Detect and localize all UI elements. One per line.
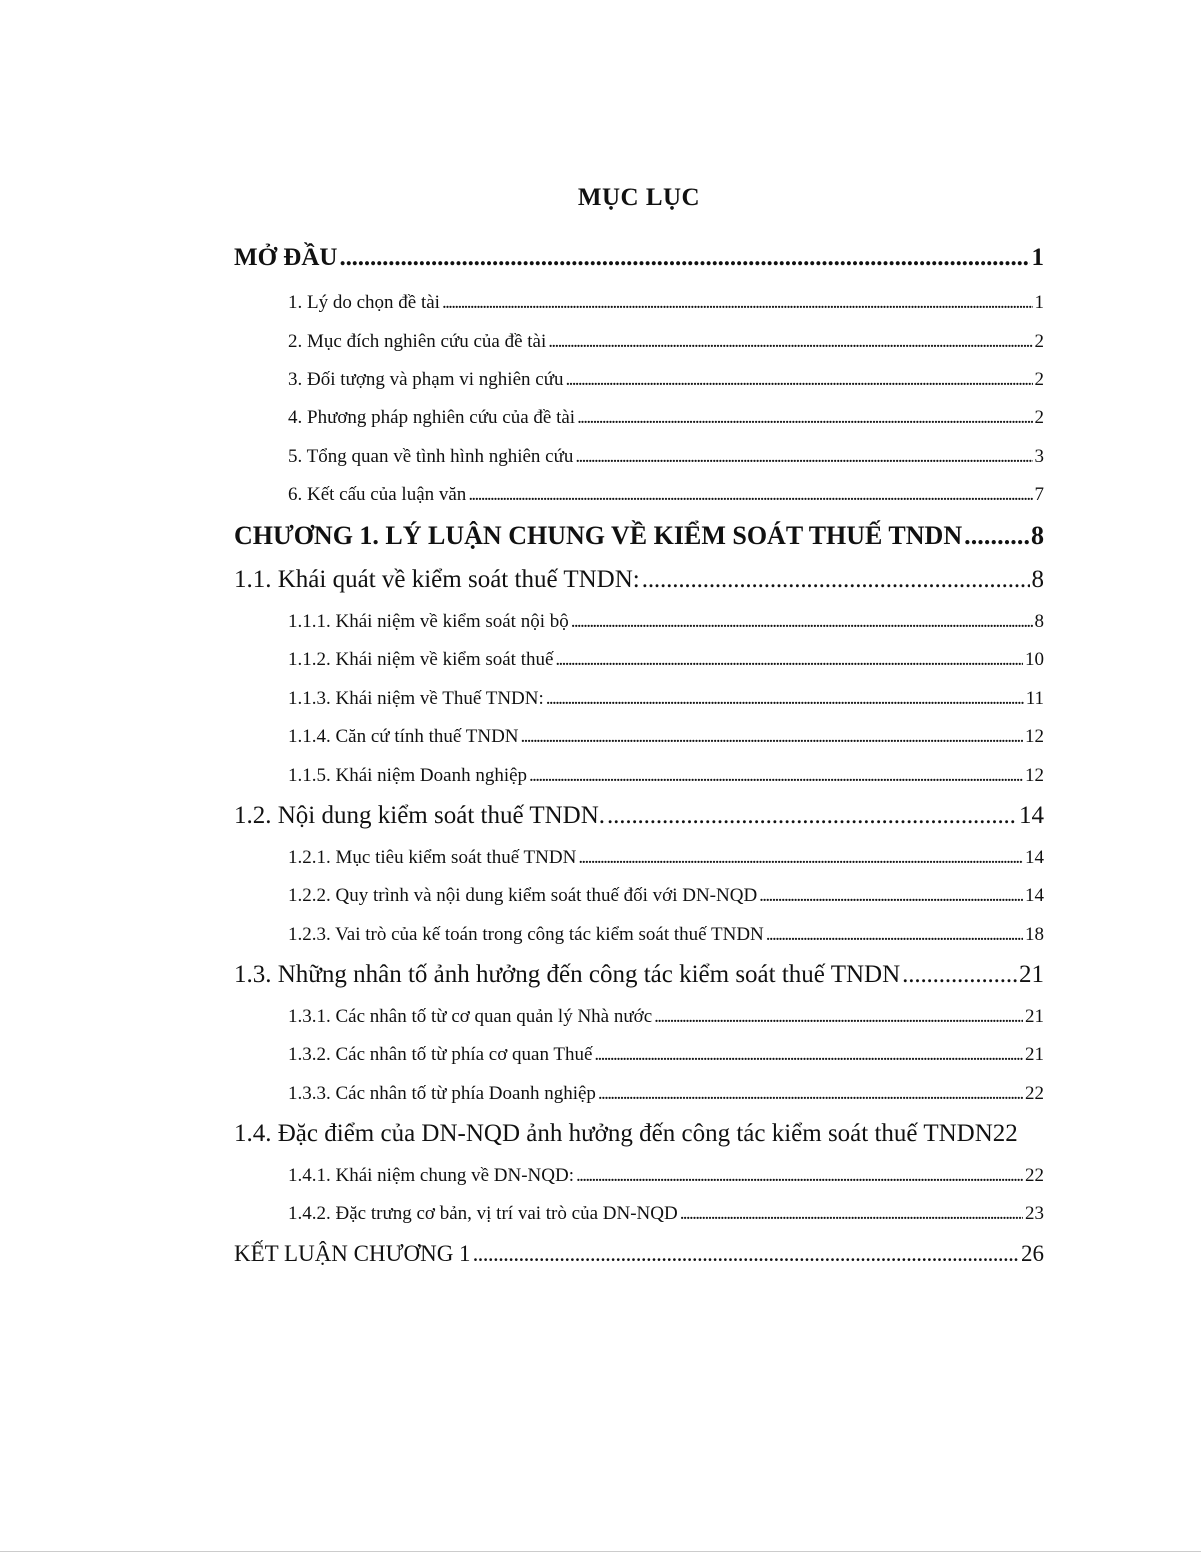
leader-dots (964, 521, 1029, 551)
toc-entry[interactable] (288, 726, 1044, 748)
toc-entry-page: 12 (1025, 765, 1044, 786)
toc-entry-label: 6. Kết cấu của luận văn (288, 484, 467, 505)
toc-entry[interactable] (288, 847, 1044, 869)
toc-entry-page: 2 (1034, 331, 1044, 352)
toc-entry-page: 3 (1034, 446, 1044, 467)
leader-dots (759, 885, 1023, 907)
leader-dots (473, 1241, 1019, 1267)
toc-entry-label: 1.1.4. Căn cứ tính thuế TNDN (288, 726, 519, 747)
toc-entry-page: 14 (1025, 847, 1044, 868)
toc-entry-page: 18 (1025, 924, 1044, 945)
toc-entry-page: 22 (1025, 1165, 1044, 1186)
leader-dots (598, 1083, 1023, 1105)
toc-entry[interactable] (288, 1006, 1044, 1028)
toc-entry-page: 21 (1025, 1006, 1044, 1027)
toc-entry-label: 2. Mục đích nghiên cứu của đề tài (288, 331, 547, 352)
toc-entry[interactable] (288, 331, 1044, 353)
toc-entry[interactable] (288, 1083, 1044, 1105)
leader-dots (548, 331, 1032, 353)
toc-entry[interactable] (288, 484, 1044, 506)
leader-dots (566, 369, 1033, 391)
leader-dots (594, 1044, 1023, 1066)
toc-entry-label: 1.1.2. Khái niệm về kiểm soát thuế (288, 649, 554, 670)
toc-entry-section[interactable] (234, 961, 1044, 989)
toc-entry[interactable] (288, 1165, 1044, 1187)
toc-entry-page: 10 (1025, 649, 1044, 670)
toc-entry-label: 1.4.1. Khái niệm chung về DN-NQD: (288, 1165, 575, 1186)
leader-dots (607, 802, 1017, 830)
toc-entry-label: 1.1.5. Khái niệm Doanh nghiệp (288, 765, 528, 786)
toc-entry[interactable] (288, 765, 1044, 787)
toc-entry-label: 1.2.2. Quy trình và nội dung kiểm soát thuế đối với DN-NQD (288, 885, 758, 906)
toc-entry-mo-dau[interactable] (234, 244, 1044, 272)
page-bottom-edge (0, 1551, 1201, 1552)
leader-dots (442, 292, 1033, 314)
leader-dots (529, 765, 1023, 787)
leader-dots (575, 446, 1032, 468)
toc-entry-page: 22 (1025, 1083, 1044, 1104)
toc-entry-section[interactable] (234, 566, 1044, 594)
toc-entry-page: 26 (1021, 1241, 1044, 1266)
toc-entry[interactable] (288, 446, 1044, 468)
toc-entry-label: 1. Lý do chọn đề tài (288, 292, 440, 313)
toc-entry-label: 1.3.2. Các nhân tố từ phía cơ quan Thuế (288, 1044, 593, 1065)
toc-title: MỤC LỤC (577, 184, 701, 211)
toc-entry[interactable] (288, 407, 1044, 429)
toc-entry-label: 1.4. Đặc điểm của DN-NQD ảnh hưởng đến công tác kiểm soát thuế TNDN (234, 1120, 993, 1147)
toc-entry-page: 21 (1019, 961, 1044, 988)
toc-entry[interactable] (288, 1044, 1044, 1066)
toc-entry-page: 21 (1025, 1044, 1044, 1065)
toc-entry-label: 1.3. Những nhân tố ảnh hưởng đến công tác kiểm soát thuế TNDN (234, 961, 901, 988)
leader-dots (546, 688, 1024, 710)
toc-entry-label: 1.2.3. Vai trò của kế toán trong công tác kiểm soát thuế TNDN (288, 924, 764, 945)
toc-entry-label: MỞ ĐẦU (234, 244, 338, 271)
toc-entry-label: 1.1. Khái quát về kiểm soát thuế TNDN: (234, 566, 640, 593)
leader-dots (576, 1165, 1023, 1187)
toc-entry-page: 23 (1025, 1203, 1044, 1224)
toc-entry-label: 3. Đối tượng và phạm vi nghiên cứu (288, 369, 564, 390)
leader-dots (577, 407, 1032, 429)
toc-entry-label: 1.1.1. Khái niệm về kiểm soát nội bộ (288, 611, 569, 632)
toc-entry-page: 2 (1034, 369, 1044, 390)
toc-entry[interactable] (288, 292, 1044, 314)
toc-entry-label: 1.2.1. Mục tiêu kiểm soát thuế TNDN (288, 847, 577, 868)
toc-entry-label: 1.1.3. Khái niệm về Thuế TNDN: (288, 688, 544, 709)
toc-entry-page: 22 (992, 1120, 1018, 1147)
leader-dots (521, 726, 1023, 748)
toc-entry-page: 12 (1025, 726, 1044, 747)
leader-dots (654, 1006, 1023, 1028)
toc-entry[interactable] (288, 688, 1044, 710)
toc-entry-label: 1.3.1. Các nhân tố từ cơ quan quản lý Nhà nước (288, 1006, 653, 1027)
toc-entry-page: 1 (1034, 292, 1044, 313)
leader-dots (642, 566, 1030, 594)
leader-dots (468, 484, 1032, 506)
toc-entry-section[interactable] (234, 802, 1044, 830)
toc-entry-chapter-1[interactable] (234, 521, 1044, 551)
toc-entry-page: 8 (1031, 566, 1044, 593)
leader-dots (571, 611, 1033, 633)
toc-entry-page: 14 (1019, 802, 1044, 829)
toc-entry-page: 8 (1034, 611, 1044, 632)
toc-entry-label: CHƯƠNG 1. LÝ LUẬN CHUNG VỀ KIỂM SOÁT THUẾ TNDN (234, 521, 963, 550)
leader-dots (680, 1203, 1023, 1225)
toc-entry[interactable] (288, 649, 1044, 671)
toc-entry-label: KẾT LUẬN CHƯƠNG 1 (234, 1241, 471, 1266)
toc-entry-page: 11 (1025, 688, 1044, 709)
toc-entry-page: 7 (1034, 484, 1044, 505)
toc-entry-page: 2 (1034, 407, 1044, 428)
toc-entry-page: 14 (1025, 885, 1044, 906)
toc-entry-label: 4. Phương pháp nghiên cứu của đề tài (288, 407, 576, 428)
leader-dots (339, 244, 1029, 272)
toc-entry-label: 1.3.3. Các nhân tố từ phía Doanh nghiệp (288, 1083, 596, 1104)
toc-entry-page: 1 (1031, 244, 1044, 271)
toc-entry[interactable] (288, 369, 1044, 391)
toc-entry-label: 1.2. Nội dung kiểm soát thuế TNDN. (234, 802, 606, 829)
toc-entry[interactable] (288, 1203, 1044, 1225)
leader-dots (902, 961, 1017, 989)
toc-entry[interactable] (288, 885, 1044, 907)
leader-dots (555, 649, 1023, 671)
toc-entry[interactable] (288, 611, 1044, 633)
toc-entry-label: 5. Tổng quan về tình hình nghiên cứu (288, 446, 574, 467)
toc-entry-section[interactable] (234, 1120, 1044, 1148)
leader-dots (766, 924, 1023, 946)
toc-entry-label: 1.4.2. Đặc trưng cơ bản, vị trí vai trò của DN-NQD (288, 1203, 678, 1224)
toc-entry[interactable] (288, 924, 1044, 946)
toc-entry-ket-luan[interactable] (234, 1241, 1044, 1267)
toc-entry-page: 8 (1031, 521, 1044, 550)
leader-dots (578, 847, 1023, 869)
